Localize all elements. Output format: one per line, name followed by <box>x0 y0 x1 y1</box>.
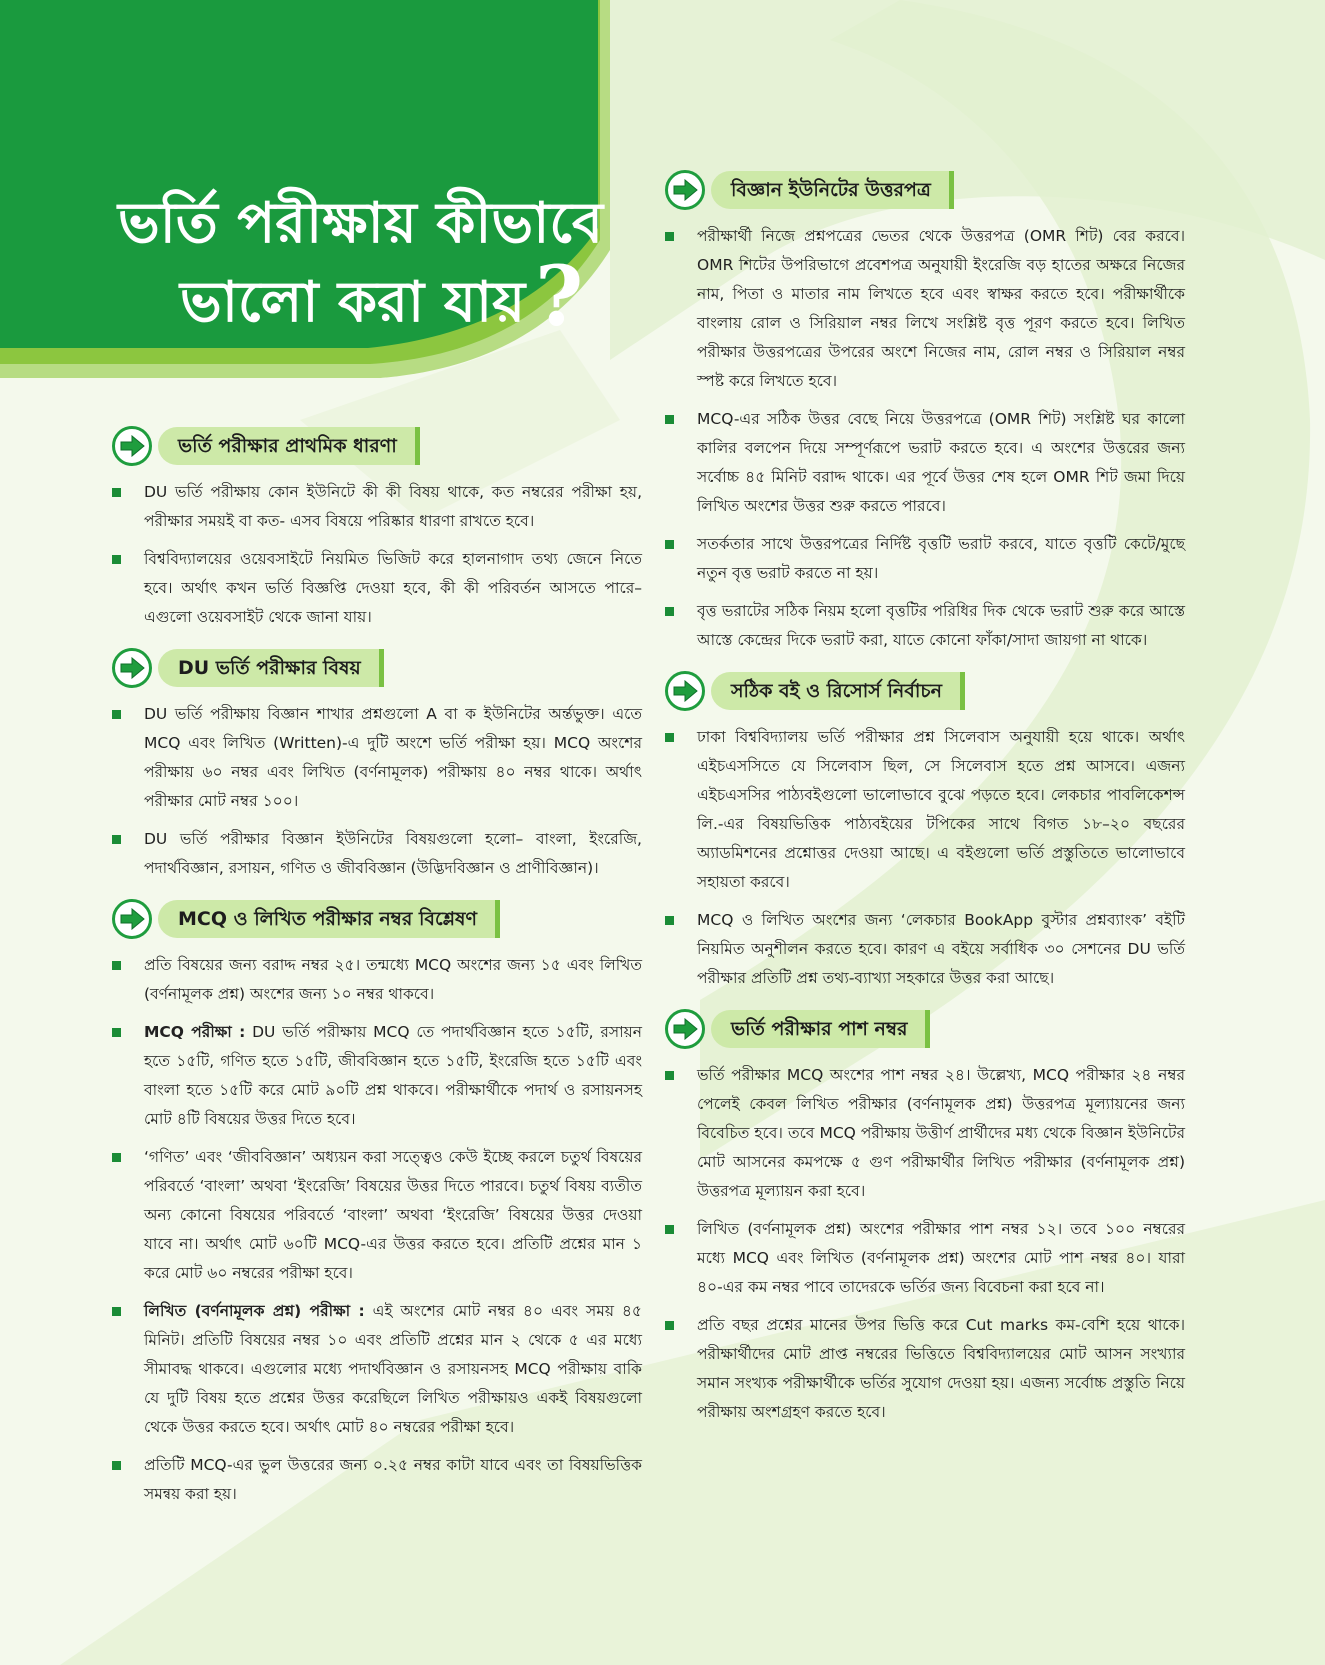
arrow-right-icon <box>665 671 705 711</box>
list-item <box>665 1215 1185 1302</box>
item-text: বৃত্ত ভরাটের সঠিক নিয়ম হলো বৃত্তটির পরিধির দিক থেকে ভরাট শুরু করে আস্তে আস্তে কেন্দ্রের দিকে ভরাট করা, যাতে কোনো ফাঁকা/সাদা জায়গা না থাকে। <box>697 602 1185 649</box>
section <box>665 168 1185 655</box>
item-text: DU ভর্তি পরীক্ষায় কোন ইউনিটে কী কী বিষয় থাকে, কত নম্বরের পরীক্ষা হয়, পরীক্ষার সময়ই বা কত- এসব বিষয়ে পরিষ্কার ধারণা রাখতে হবে। <box>144 483 642 530</box>
section-header <box>112 646 642 690</box>
item-text: MCQ ও লিখিত অংশের জন্য ‘লেকচার BookApp বুস্টার প্রশ্নব্যাংক’ বইটি নিয়মিত অনুশীলন করতে হবে। কারণ এ বইয়ে সর্বাধিক ৩০ সেশনের DU ভর্তি পরীক্ষার প্রতিটি প্রশ্ন তথ্য-ব্যাখ্যা সহকারে উত্তর করা আছে। <box>697 911 1185 987</box>
item-text: ভর্তি পরীক্ষার MCQ অংশের পাশ নম্বর ২৪। উল্লেখ্য, MCQ পরীক্ষার ২৪ নম্বর পেলেই কেবল লিখিত পরীক্ষার (বর্ণনামূলক প্রশ্ন) উত্তরপত্র মূল্যায়নের জন্য বিবেচিত হবে। তবে MCQ পরীক্ষায় উত্তীর্ণ প্রার্থীদের মধ্য থেকে বিজ্ঞান ইউনিটের মোট আসনের কমপক্ষে ৫ গুণ পরীক্ষার্থীর লিখিত পরীক্ষার (বর্ণনামূলক প্রশ্ন) উত্তরপত্র মূল্যায়ন করা হবে। <box>697 1066 1185 1200</box>
list-item <box>112 545 642 632</box>
bullet-list <box>665 723 1185 993</box>
section-header <box>665 1007 1185 1051</box>
section-title: ভর্তি পরীক্ষার পাশ নম্বর <box>711 1010 930 1048</box>
list-item <box>112 825 642 883</box>
list-item <box>665 723 1185 897</box>
item-text: এই অংশের মোট নম্বর ৪০ এবং সময় ৪৫ মিনিট। প্রতিটি বিষয়ের নম্বর ১০ এবং প্রতিটি প্রশ্নের মান ২ থেকে ৫ এর মধ্যে সীমাবদ্ধ থাকবে। এগুলোর মধ্যে পদার্থবিজ্ঞান ও রসায়নসহ MCQ পরীক্ষায় বাকি যে দুটি বিষয় হতে প্রশ্নের উত্তর করেছিলে লিখিত পরীক্ষায়ও একই বিষয়গুলো থেকে উত্তর করতে হবে। অর্থাৎ মোট ৪০ নম্বরের পরীক্ষা হবে। <box>144 1302 642 1436</box>
title-line-2 <box>118 249 584 345</box>
list-item <box>112 951 642 1009</box>
list-item <box>665 405 1185 521</box>
section-header <box>665 168 1185 212</box>
page-title <box>118 186 604 345</box>
item-text: DU ভর্তি পরীক্ষার বিজ্ঞান ইউনিটের বিষয়গুলো হলো– বাংলা, ইংরেজি, পদার্থবিজ্ঞান, রসায়ন, গণিত ও জীববিজ্ঞান (উদ্ভিদবিজ্ঞান ও প্রাণীবিজ্ঞান)। <box>144 830 642 877</box>
section <box>112 646 642 883</box>
bullet-list <box>112 951 642 1509</box>
item-text: প্রতি বছর প্রশ্নের মানের উপর ভিত্তি করে Cut marks কম-বেশি হয়ে থাকে। পরীক্ষার্থীদের মোট প্রাপ্ত নম্বরের ভিত্তিতে বিশ্ববিদ্যালয়ের মোট আসন সংখ্যার সমান সংখ্যক পরীক্ষার্থীকে ভর্তির সুযোগ দেওয়া হয়। এজন্য সর্বোচ্চ প্রস্তুতি নিয়ে পরীক্ষায় অংশগ্রহণ করতে হবে। <box>697 1316 1185 1421</box>
list-item <box>112 478 642 536</box>
item-text: ‘গণিত’ এবং ‘জীববিজ্ঞান’ অধ্যয়ন করা সত্ত্বেও কেউ ইচ্ছে করলে চতুর্থ বিষয়ের পরিবর্তে ‘বাংলা’ অথবা ‘ইংরেজি’ বিষয়ের উত্তর দিতে পারবে। চতুর্থ বিষয় ব্যতীত অন্য কোনো বিষয়ের পরিবর্তে ‘বাংলা’ অথবা ‘ইংরেজি’ বিষয়ের উত্তর দেওয়া যাবে না। অর্থাৎ মোট ৬০টি MCQ-এর উত্তর করতে হবে। প্রতিটি প্রশ্নের মান ১ করে মোট ৬০ নম্বরের পরীক্ষা হবে। <box>144 1148 642 1282</box>
bullet-list <box>665 222 1185 655</box>
bullet-list <box>665 1061 1185 1427</box>
section <box>112 424 642 632</box>
section-title: DU ভর্তি পরীক্ষার বিষয় <box>158 649 384 687</box>
list-item <box>665 597 1185 655</box>
section <box>112 897 642 1509</box>
title-line-1: ভর্তি পরীক্ষায় কীভাবে <box>118 190 604 256</box>
section <box>665 1007 1185 1427</box>
list-item <box>112 1143 642 1288</box>
item-text: DU ভর্তি পরীক্ষায় MCQ তে পদার্থবিজ্ঞান হতে ১৫টি, রসায়ন হতে ১৫টি, গণিত হতে ১৫টি, জীববিজ্ঞান হতে ১৫টি, ইংরেজি হতে ১৫টি এবং বাংলা হতে ১৫টি করে মোট ৯০টি প্রশ্ন থাকবে। পরীক্ষার্থীকে পদার্থ ও রসায়নসহ মোট ৪টি বিষয়ের উত্তর দিতে হবে। <box>144 1023 642 1128</box>
item-text: ঢাকা বিশ্ববিদ্যালয় ভর্তি পরীক্ষার প্রশ্ন সিলেবাস অনুযায়ী হয়ে থাকে। অর্থাৎ এইচএসসিতে যে সিলেবাস ছিল, সে সিলেবাস হতে প্রশ্ন আসবে। এজন্য এইচএসসির পাঠ্যবইগুলো ভালোভাবে বুঝে পড়তে হবে। লেকচার পাবলিকেশন্স লি.-এর বিষয়ভিত্তিক পাঠ্যবইয়ের টপিকের সাথে বিগত ১৮–২০ বছরের অ্যাডমিশনের প্রশ্নোত্তর দেওয়া আছে। এ বইগুলো ভর্তি প্রস্তুতিতে ভালোভাবে সহায়তা করবে। <box>697 728 1185 891</box>
section-header <box>112 897 642 941</box>
title-line-2-text: ভালো করা যায় <box>180 269 526 335</box>
item-text: MCQ-এর সঠিক উত্তর বেছে নিয়ে উত্তরপত্রে (OMR শিট) সংশ্লিষ্ট ঘর কালো কালির বলপেন দিয়ে সম্পূর্ণরূপে ভরাট করতে হবে। এ অংশের উত্তরের জন্য সর্বোচ্চ ৪৫ মিনিট বরাদ্দ থাকে। এর পূর্বে উত্তর শেষ হলে OMR শিট জমা দিয়ে লিখিত অংশের উত্তর শুরু করতে পারবে। <box>697 410 1185 515</box>
item-text: পরীক্ষার্থী নিজে প্রশ্নপত্রের ভেতর থেকে উত্তরপত্র (OMR শিট) বের করবে। OMR শিটের উপরিভাগে প্রবেশপত্র অনুযায়ী ইংরেজি বড় হাতের অক্ষরে নিজের নাম, পিতা ও মাতার নাম লিখতে হবে এবং স্বাক্ষর করতে হবে। পরীক্ষার্থীকে বাংলায় রোল ও সিরিয়াল নম্বর লিখে সংশ্লিষ্ট বৃত্ত পূরণ করতে হবে। লিখিত পরীক্ষার উত্তরপত্রের উপরের অংশে নিজের নাম, রোল নম্বর ও সিরিয়াল নম্বর স্পষ্ট করে লিখতে হবে। <box>697 227 1185 390</box>
section-title: ভর্তি পরীক্ষার প্রাথমিক ধারণা <box>158 427 420 465</box>
item-text: DU ভর্তি পরীক্ষায় বিজ্ঞান শাখার প্রশ্নগুলো A বা ক ইউনিটের অর্ন্তভুক্ত। এতে MCQ এবং লিখিত (Written)-এ দুটি অংশে ভর্তি পরীক্ষা হয়। MCQ অংশের পরীক্ষায় ৬০ নম্বর এবং লিখিত (বর্ণনামূলক) পরীক্ষায় ৪০ নম্বর থাকে। অর্থাৎ পরীক্ষার মোট নম্বর ১০০। <box>144 705 642 810</box>
bullet-list <box>112 700 642 883</box>
list-item <box>665 906 1185 993</box>
question-mark: ? <box>535 249 584 345</box>
section-title: MCQ ও লিখিত পরীক্ষার নম্বর বিশ্লেষণ <box>158 900 500 938</box>
bullet-list <box>112 478 642 632</box>
item-text: প্রতি বিষয়ের জন্য বরাদ্দ নম্বর ২৫। তন্মধ্যে MCQ অংশের জন্য ১৫ এবং লিখিত (বর্ণনামূলক প্রশ্ন) অংশের জন্য ১০ নম্বর থাকবে। <box>144 956 642 1003</box>
left-column <box>112 424 642 1523</box>
item-text: লিখিত (বর্ণনামূলক প্রশ্ন) অংশের পরীক্ষার পাশ নম্বর ১২। তবে ১০০ নম্বরের মধ্যে MCQ এবং লিখিত (বর্ণনামূলক প্রশ্ন) অংশের মোট পাশ নম্বর ৪০। যারা ৪০-এর কম নম্বর পাবে তাদেরকে ভর্তির জন্য বিবেচনা করা হবে না। <box>697 1220 1185 1296</box>
section <box>665 669 1185 993</box>
list-item <box>665 1311 1185 1427</box>
list-item <box>665 530 1185 588</box>
list-item <box>665 222 1185 396</box>
item-text: সতর্কতার সাথে উত্তরপত্রের নির্দিষ্ট বৃত্তটি ভরাট করবে, যাতে বৃত্তটি কেটে/মুছে নতুন বৃত্ত ভরাট করতে না হয়। <box>697 535 1185 582</box>
section-title: সঠিক বই ও রিসোর্স নির্বাচন <box>711 672 965 710</box>
arrow-right-icon <box>112 899 152 939</box>
list-item <box>112 1451 642 1509</box>
section-header <box>112 424 642 468</box>
list-item <box>112 1018 642 1134</box>
arrow-right-icon <box>665 1009 705 1049</box>
item-lead: MCQ পরীক্ষা : <box>144 1023 246 1041</box>
item-text: বিশ্ববিদ্যালয়ের ওয়েবসাইটে নিয়মিত ভিজিট করে হালনাগাদ তথ্য জেনে নিতে হবে। অর্থাৎ কখন ভর্তি বিজ্ঞপ্তি দেওয়া হবে, কী কী পরিবর্তন আসতে পারে– এগুলো ওয়েবসাইট থেকে জানা যায়। <box>144 550 642 626</box>
item-text: প্রতিটি MCQ-এর ভুল উত্তরের জন্য ০.২৫ নম্বর কাটা যাবে এবং তা বিষয়ভিত্তিক সমন্বয় করা হয়। <box>144 1456 642 1503</box>
item-lead: লিখিত (বর্ণনামূলক প্রশ্ন) পরীক্ষা : <box>144 1302 365 1320</box>
list-item <box>112 700 642 816</box>
right-column <box>665 168 1185 1441</box>
section-title: বিজ্ঞান ইউনিটের উত্তরপত্র <box>711 171 954 209</box>
arrow-right-icon <box>112 648 152 688</box>
list-item <box>665 1061 1185 1206</box>
arrow-right-icon <box>112 426 152 466</box>
list-item <box>112 1297 642 1442</box>
arrow-right-icon <box>665 170 705 210</box>
section-header <box>665 669 1185 713</box>
